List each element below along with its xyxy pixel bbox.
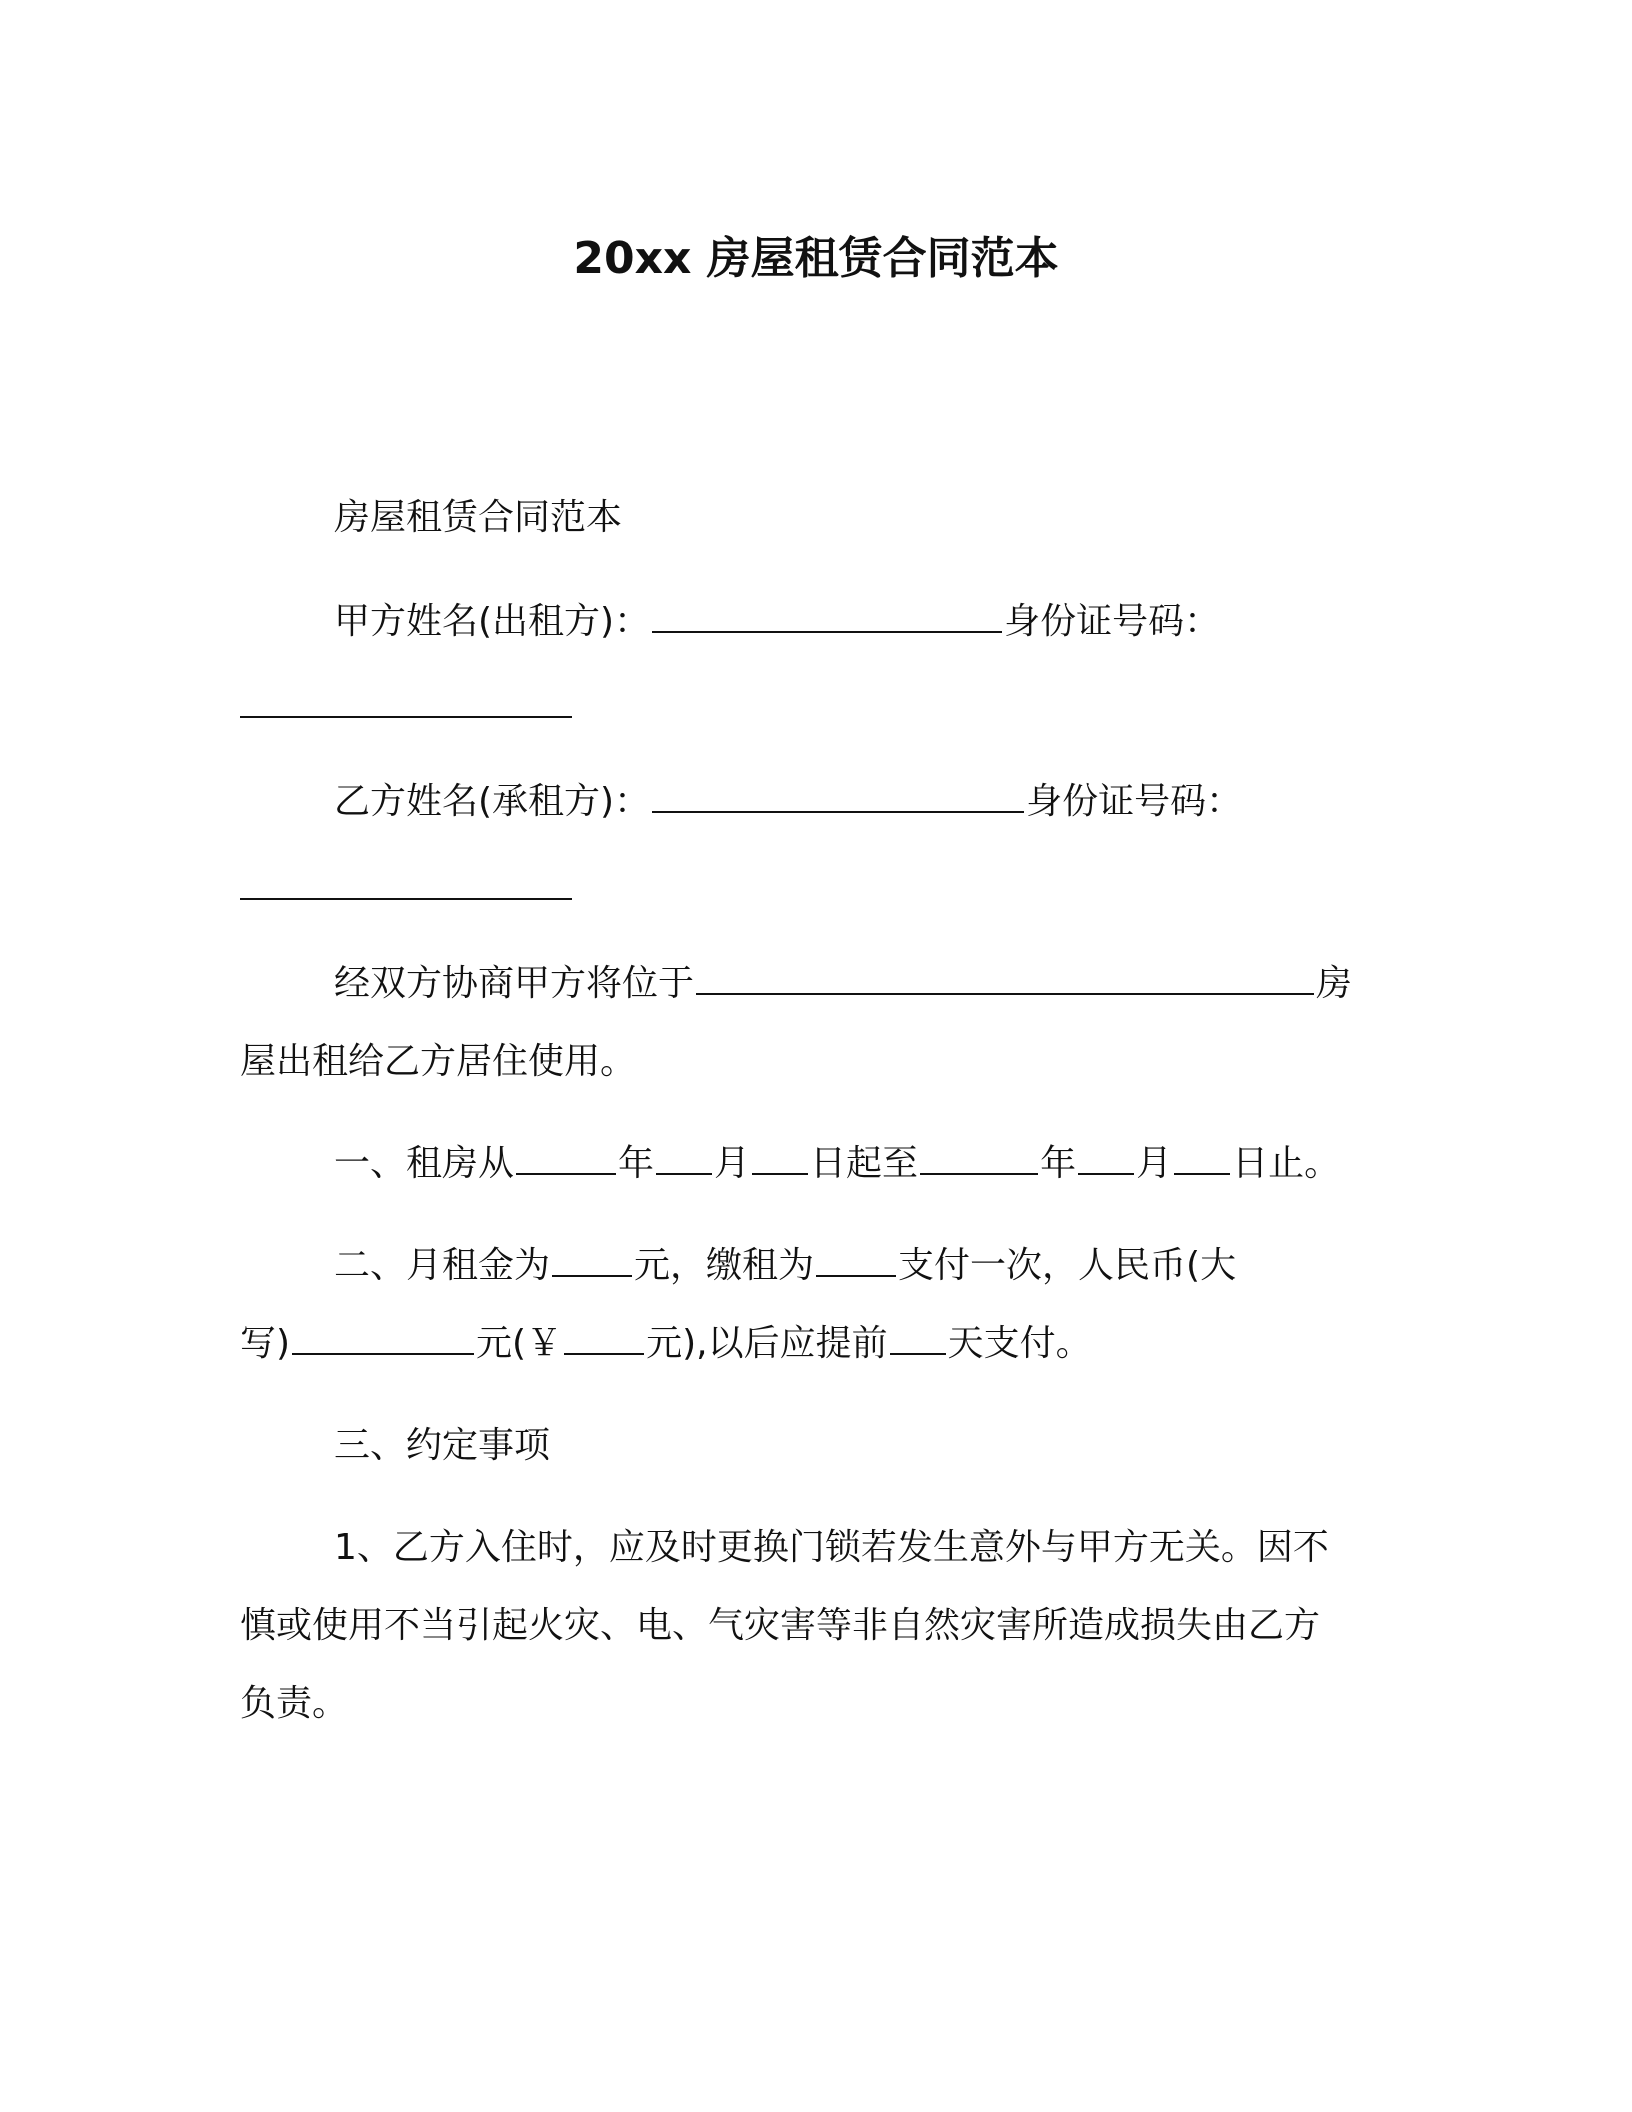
rent-uppercase-label: 写) (240, 1323, 291, 1364)
clause-1-line-2: 慎或使用不当引起火灾、电、气灾害等非自然灾害所造成损失由乙方 (240, 1605, 1321, 1646)
rent-yuan: 元，缴租为 (634, 1245, 815, 1286)
party-a-id-label: 身份证号码： (1004, 601, 1221, 642)
term-month-2: 月 (1136, 1143, 1173, 1184)
location-intro: 经双方协商甲方将位于 (334, 963, 695, 1004)
clause-1-line-3: 负责。 (240, 1683, 349, 1724)
party-b-name-blank[interactable] (652, 781, 1024, 813)
clause-1-line-1: 1、乙方入住时，应及时更换门锁若发生意外与甲方无关。因不 (334, 1527, 1329, 1568)
location-blank[interactable] (696, 963, 1314, 995)
advance-days-blank[interactable] (890, 1323, 946, 1355)
term-day-1: 日起至 (810, 1143, 919, 1184)
rent-advance-text: 元),以后应提前 (646, 1323, 888, 1364)
party-a-name-blank[interactable] (652, 601, 1002, 633)
end-month-blank[interactable] (1078, 1143, 1134, 1175)
rent-number-blank[interactable] (564, 1323, 644, 1355)
section-3-heading: 三、约定事项 (334, 1425, 551, 1466)
term-line (334, 1142, 1340, 1186)
term-year-1: 年 (618, 1143, 655, 1184)
document-title: 20xx 房屋租赁合同范本 (573, 233, 1059, 284)
term-year-2: 年 (1040, 1143, 1077, 1184)
start-month-blank[interactable] (656, 1143, 712, 1175)
party-b-label: 乙方姓名(承租方)： (334, 781, 651, 822)
end-day-blank[interactable] (1174, 1143, 1230, 1175)
rent-end-text: 天支付。 (947, 1323, 1092, 1364)
party-a-line (334, 600, 1220, 644)
rent-uppercase-blank[interactable] (292, 1323, 474, 1355)
term-day-2: 日止。 (1232, 1143, 1341, 1184)
party-b-line (334, 780, 1242, 824)
party-b-id-label: 身份证号码： (1026, 781, 1243, 822)
term-prefix: 一、租房从 (334, 1143, 515, 1184)
rent-line (334, 1244, 1236, 1288)
location-end: 房 (1316, 963, 1353, 1004)
start-year-blank[interactable] (516, 1143, 616, 1175)
term-month-1: 月 (714, 1143, 751, 1184)
location-line (334, 962, 1352, 1006)
rent-prefix: 二、月租金为 (334, 1245, 551, 1286)
party-b-id-blank[interactable] (240, 898, 572, 900)
rent-line-2 (240, 1322, 1092, 1366)
location-line-2: 屋出租给乙方居住使用。 (240, 1041, 637, 1082)
end-year-blank[interactable] (920, 1143, 1038, 1175)
contract-heading: 房屋租赁合同范本 (334, 497, 623, 538)
rent-amount-blank[interactable] (552, 1245, 632, 1277)
party-a-id-blank[interactable] (240, 716, 572, 718)
rent-yuan-symbol: 元(￥ (476, 1323, 563, 1364)
rent-pay-once: 支付一次，人民币(大 (898, 1245, 1237, 1286)
party-a-label: 甲方姓名(出租方)： (334, 601, 651, 642)
pay-period-blank[interactable] (816, 1245, 896, 1277)
start-day-blank[interactable] (752, 1143, 808, 1175)
